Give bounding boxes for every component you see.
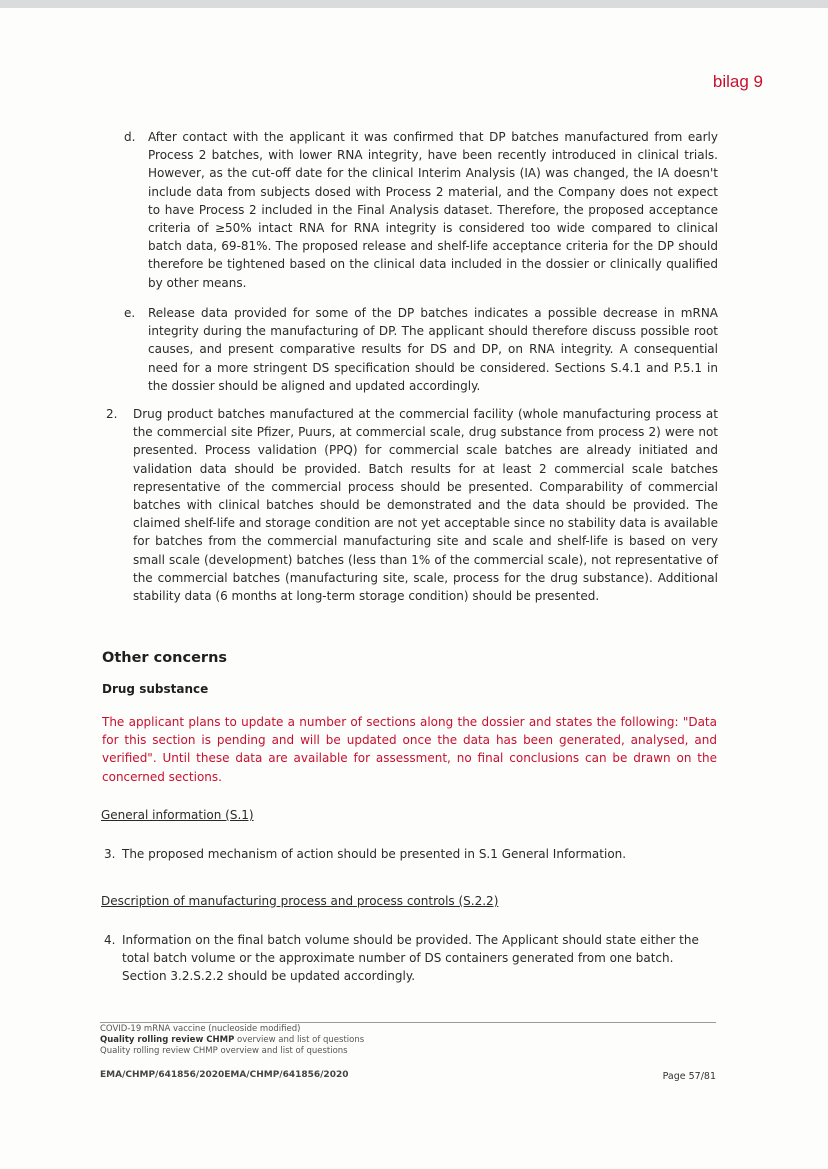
bilag-stamp: bilag 9 (712, 72, 763, 91)
page-number: Page 57/81 (662, 1071, 716, 1082)
footer-review-line (100, 1035, 364, 1046)
question-4-marker: 4. (104, 933, 116, 947)
item-e-text: Release data provided for some of the DP batches indicates a possible decrease in mRNA integrity during the manufacturing of DP. The applicant should therefore discuss possible root causes, and present comparative results for DS and DP, on RNA integrity. A consequential need for a more stringent DS specification should be considered. Sections S.4.1 and P.5.1 in the dossier should be aligned and updated accordingly. (148, 306, 718, 393)
manufacturing-process-subheading: Description of manufacturing process and process controls (S.2.2) (101, 894, 499, 908)
drug-substance-heading: Drug substance (102, 682, 209, 696)
other-concerns-heading: Other concerns (102, 650, 228, 666)
pending-data-note: The applicant plans to update a number of sections along the dossier and states the following: "Data for this section is pending and will be updated once the data has been generated, analysed, and verified". Until these data are available for assessment, no final conclusions can be drawn on the concerned sections. (102, 715, 717, 784)
scan-top-band (0, 0, 828, 8)
footer-review-rest: overview and list of questions (234, 1035, 365, 1045)
footer-product: COVID-19 mRNA vaccine (nucleoside modified) (100, 1024, 301, 1034)
question-4-text: Information on the final batch volume should be provided. The Applicant should state either the total batch volume or the approximate number of DS containers generated from one batch. Section 3.2.S.2.2 should be updated accordingly. (122, 933, 699, 984)
item-d-text: After contact with the applicant it was confirmed that DP batches manufactured from early Process 2 batches, with lower RNA integrity, have been recently introduced in clinical trials. However, as the cut-off date for the clinical Interim Analysis (IA) was changed, the IA doesn't include data from subjects dosed with Process 2 material, and the Company does not expect to have Process 2 included in the Final Analysis dataset. Therefore, the proposed acceptance criteria of ≥50% intact RNA for RNA integrity is considered too wide compared to clinical batch data, 69-81%. The proposed release and shelf-life acceptance criteria for the DP should therefore be tightened based on the clinical data included in the dossier or clinically qualified by other means. (148, 130, 718, 290)
item-e-marker: e. (124, 306, 136, 320)
question-2-text: Drug product batches manufactured at the commercial facility (whole manufacturing process at the commercial site Pfizer, Puurs, at commercial scale, drug substance from process 2) were not presented. Process validation (PPQ) for commercial scale batches are already initiated and validation data should be provided. Batch results for at least 2 commercial scale batches representative of the commercial process should be presented. Comparability of commercial batches with clinical batches should be demonstrated and the data should be provided. The claimed shelf-life and storage condition are not yet acceptable since no stability data is available for batches from the commercial manufacturing site and scale and shelf-life is based on very small scale (development) batches (less than 1% of the commercial scale), not representative of the commercial batches (manufacturing site, scale, process for the drug substance). Additional stability data (6 months at long-term storage condition) should be presented. (133, 407, 718, 604)
question-3-text: The proposed mechanism of action should be presented in S.1 General Information. (122, 847, 627, 861)
item-d-marker: d. (124, 130, 136, 144)
general-information-subheading: General information (S.1) (101, 808, 254, 822)
document-id: EMA/CHMP/641856/2020EMA/CHMP/641856/2020 (100, 1070, 349, 1080)
footer-review-bold: Quality rolling review CHMP (100, 1035, 235, 1045)
question-2-marker: 2. (106, 407, 118, 421)
footer-divider (100, 1022, 716, 1023)
question-3-marker: 3. (104, 847, 116, 861)
footer-review-line-2: Quality rolling review CHMP overview and list of questions (100, 1046, 348, 1056)
